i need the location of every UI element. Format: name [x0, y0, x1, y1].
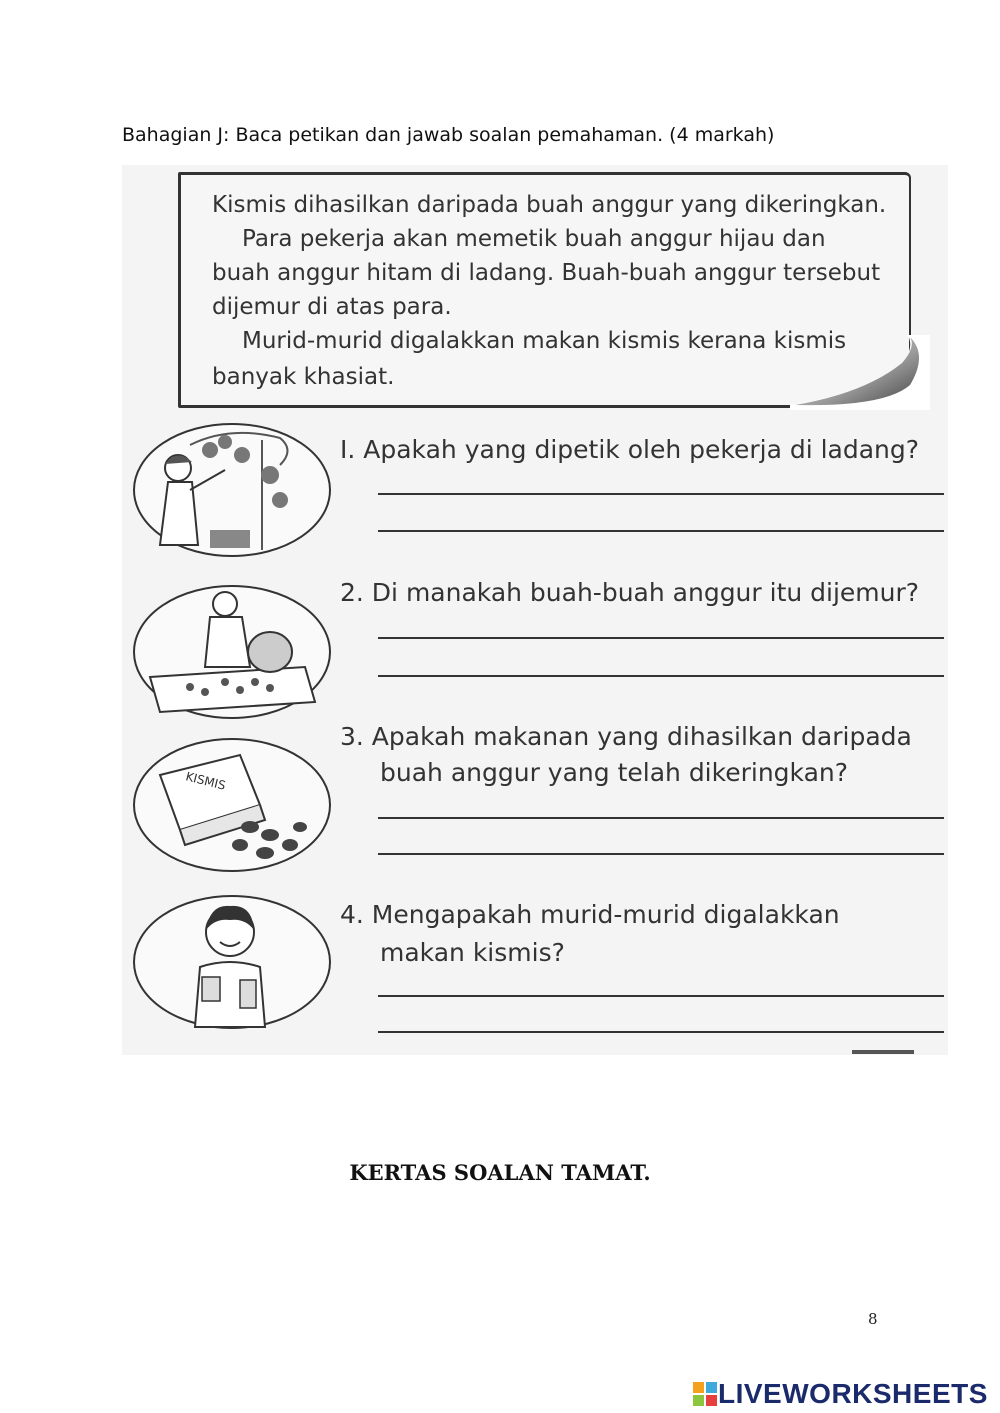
divider [852, 1050, 914, 1054]
question-4: 4. Mengapakah murid-murid digalakkan [340, 900, 840, 929]
question-3: 3. Apakah makanan yang dihasilkan daripada [340, 722, 912, 751]
raisin-box-icon [130, 735, 335, 875]
liveworksheets-logo [692, 1378, 988, 1410]
answer-line[interactable] [378, 1031, 944, 1033]
passage-line-3: buah anggur hitam di ladang. Buah-buah anggur tersebut [212, 260, 881, 286]
raisin-box-label: KISMIS [184, 769, 228, 793]
answer-line[interactable] [378, 995, 944, 997]
passage-line-5: Murid-murid digalakkan makan kismis kerana kismis [242, 328, 847, 354]
question-3-line-2: buah anggur yang telah dikeringkan? [380, 758, 849, 787]
question-4-line-2: makan kismis? [380, 938, 565, 967]
worker-picking-grapes-icon [130, 420, 335, 560]
passage-line-2: Para pekerja akan memetik buah anggur hijau dan [242, 226, 826, 252]
passage-line-4: dijemur di atas para. [212, 294, 452, 320]
answer-line[interactable] [378, 675, 944, 677]
end-of-paper-text: KERTAS SOALAN TAMAT. [349, 1160, 651, 1185]
section-instruction: Bahagian J: Baca petikan dan jawab soalan pemahaman. (4 markah) [122, 124, 775, 146]
page-number: 8 [868, 1310, 878, 1328]
liveworksheets-logo-icon [692, 1381, 718, 1407]
answer-line[interactable] [378, 853, 944, 855]
answer-line[interactable] [378, 493, 944, 495]
student-eating-icon [130, 892, 335, 1032]
passage-line-1: Kismis dihasilkan daripada buah anggur yang dikeringkan. [212, 192, 887, 218]
passage-line-6: banyak khasiat. [212, 364, 395, 390]
answer-line[interactable] [378, 530, 944, 532]
question-2: 2. Di manakah buah-buah anggur itu dijemur? [340, 578, 920, 607]
liveworksheets-brand-text: LIVEWORKSHEETS [718, 1378, 988, 1409]
worker-drying-grapes-icon [130, 582, 335, 722]
answer-line[interactable] [378, 637, 944, 639]
question-1: I. Apakah yang dipetik oleh pekerja di ladang? [340, 435, 920, 464]
answer-line[interactable] [378, 817, 944, 819]
